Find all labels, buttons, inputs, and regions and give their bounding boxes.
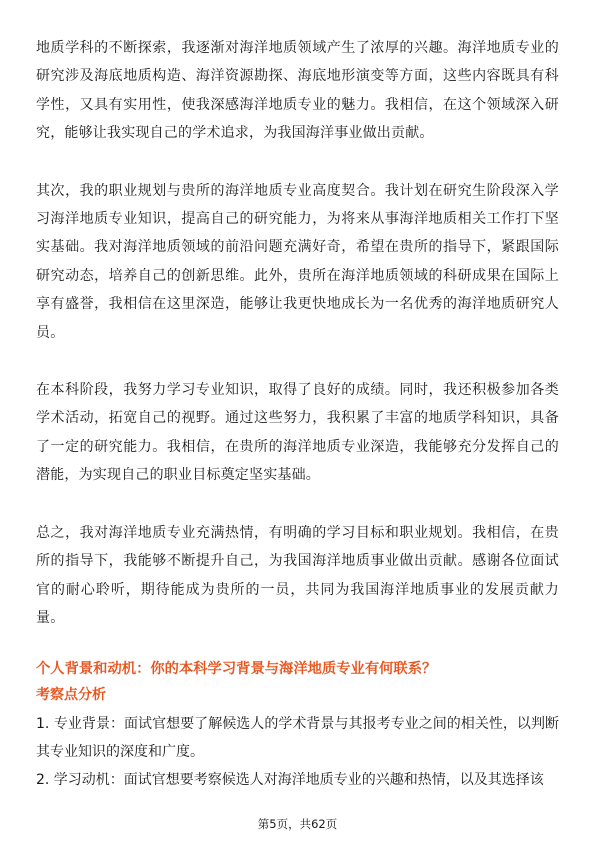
list-item: 2. 学习动机：面试官想要考察候选人对海洋地质专业的兴趣和热情，以及其选择该: [36, 772, 544, 788]
analysis-heading: 考察点分析: [36, 687, 106, 703]
document-body: [36, 34, 559, 632]
question-heading: 个人背景和动机：你的本科学习背景与海洋地质专业有何联系？: [36, 661, 437, 677]
body-paragraph: 其次，我的职业规划与贵所的海洋地质专业高度契合。我计划在研究生阶段深入学习海洋地质专业知识，提高自己的研究能力，为将来从事海洋地质相关工作打下坚实基础。我对海洋地质领域的前沿问题充满好奇，希望在贵所的指导下，紧跟国际研究动态，培养自己的创新思维。此外，贵所在海洋地质领域的科研成果在国际上享有盛誉，我相信在这里深造，能够让我更快地成长为一名优秀的海洋地质研究人员。: [36, 182, 559, 341]
body-paragraph: 总之，我对海洋地质专业充满热情，有明确的学习目标和职业规划。我相信，在贵所的指导下，我能够不断提升自己，为我国海洋地质事业做出贡献。感谢各位面试官的耐心聆听，期待能成为贵所的一员，共同为我国海洋地质事业的发展贡献力量。: [36, 524, 559, 626]
list-item: 1. 专业背景：面试官想要了解候选人的学术背景与其报考专业之间的相关性，以判断其专业知识的深度和广度。: [36, 716, 559, 760]
page-footer: 第5页，共62页: [257, 817, 338, 831]
analysis-list: [36, 710, 559, 794]
body-paragraph: 地质学科的不断探索，我逐渐对海洋地质领域产生了浓厚的兴趣。海洋地质专业的研究涉及海底地质构造、海洋资源勘探、海底地形演变等方面，这些内容既具有科学性，又具有实用性，使我深感海洋地质专业的魅力。我相信，在这个领域深入研究，能够让我实现自己的学术追求，为我国海洋事业做出贡献。: [36, 40, 559, 142]
body-paragraph: 在本科阶段，我努力学习专业知识，取得了良好的成绩。同时，我还积极参加各类学术活动，拓宽自己的视野。通过这些努力，我积累了丰富的地质学科知识，具备了一定的研究能力。我相信，在贵所的海洋地质专业深造，我能够充分发挥自己的潜能，为实现自己的职业目标奠定坚实基础。: [36, 382, 559, 484]
